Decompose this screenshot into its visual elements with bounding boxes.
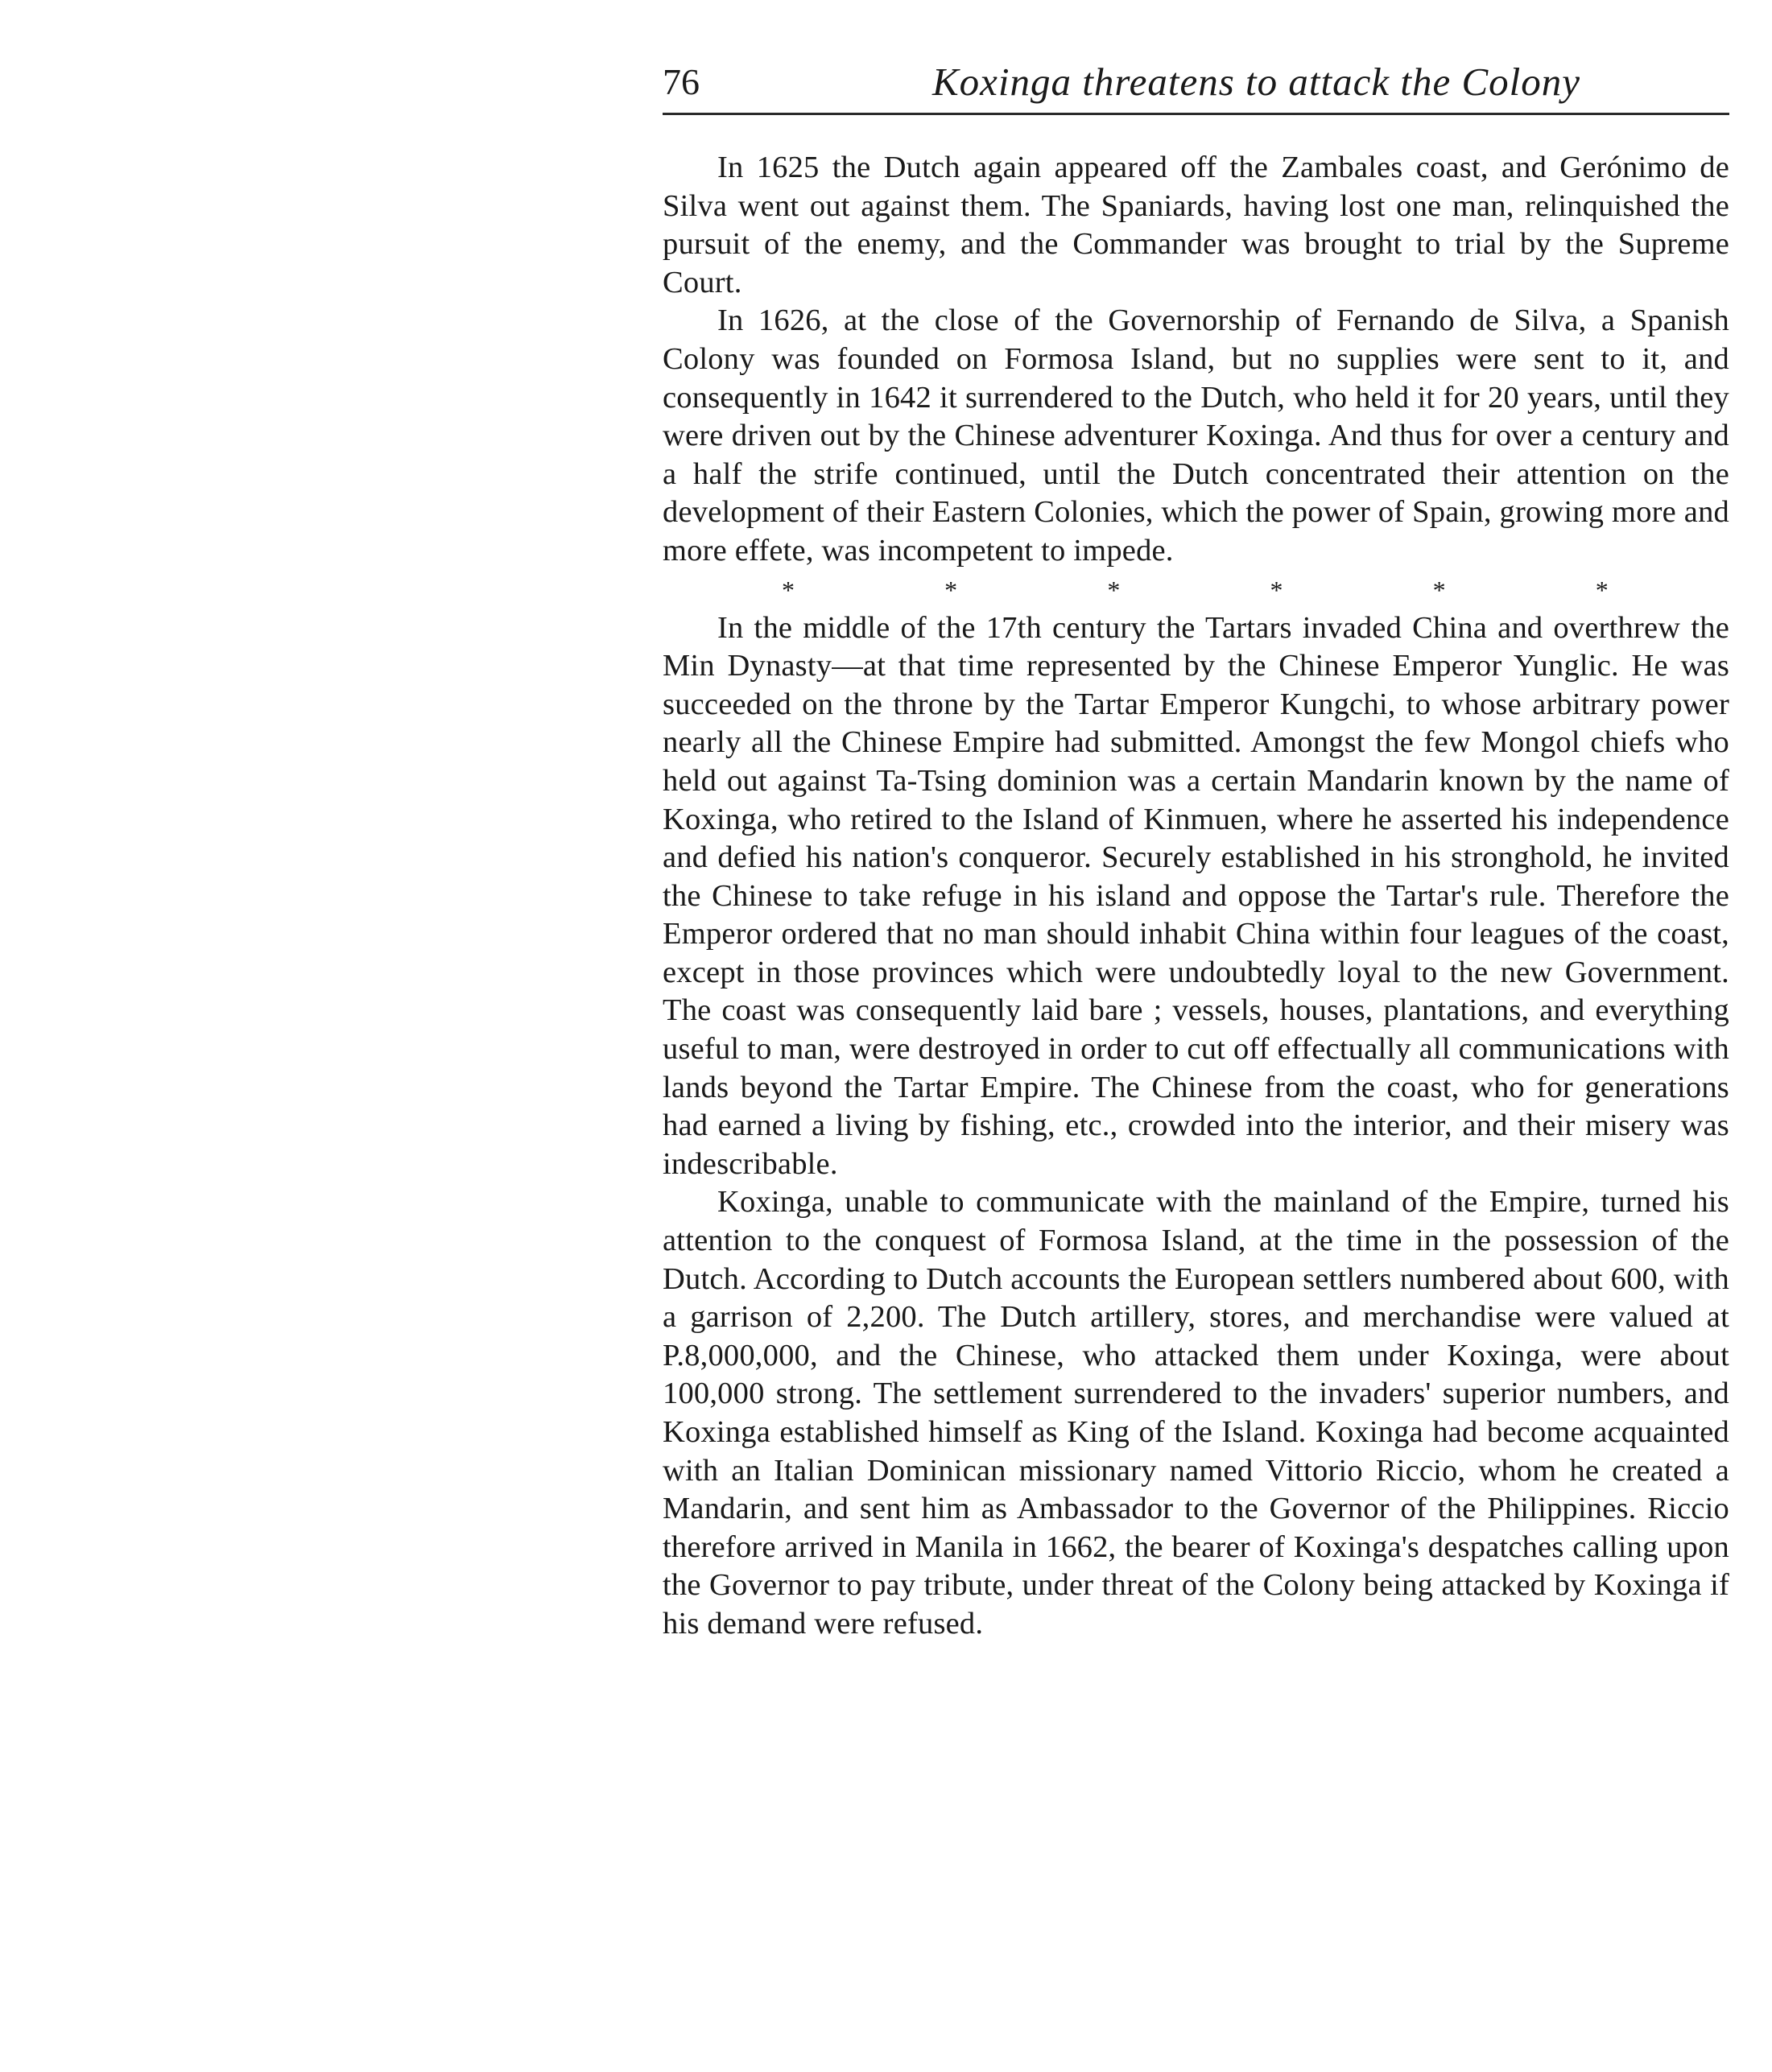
paragraph-2: In 1626, at the close of the Governorship of Fernando de Silva, a Spanish Colony was founded on Formosa Island, but no supplies were sent to it, and consequently in 1642 it surrendered to the Dutch, who held it for 20 years, until they were driven out by the Chinese adventurer Koxinga. And thus for over a century and a half the strife continued, until the Dutch concentrated their attention on the development of their Eastern Colonies, which the power of Spain, growing more and more effete, was incompetent to impede. [663,303,1729,568]
book-page [663,58,1729,1644]
asterisk: * [1595,575,1609,605]
page-number: 76 [663,61,700,102]
asterisk: * [782,575,795,605]
running-header [663,58,1729,115]
running-title: Koxinga threatens to attack the Colony [931,60,1581,104]
asterisk: * [1432,575,1446,605]
asterisk: * [1270,575,1283,605]
section-break [663,572,1729,608]
paragraph-4: Koxinga, unable to communicate with the mainland of the Empire, turned his attention to the conquest of Formosa Island, at the time in the possession of the Dutch. According to Dutch accounts the European settlers numbered about 600, with a garrison of 2,200. The Dutch artillery, stores, and merchandise were valued at P.8,000,000, and the Chinese, who attacked them under Koxinga, were about 100,000 strong. The settlement surrendered to the invaders' superior numbers, and Koxinga established himself as King of the Island. Koxinga had become acquainted with an Italian Dominican missionary named Vittorio Riccio, whom he created a Mandarin, and sent him as Ambassador to the Governor of the Philippines. Riccio therefore arrived in Manila in 1662, the bearer of Koxinga's despatches calling upon the Governor to pay tribute, under threat of the Colony being attacked by Koxinga if his demand were refused. [663,1185,1729,1641]
paragraph-3: In the middle of the 17th century the Tartars invaded China and overthrew the Min Dynasty—at that time represented by the Chinese Emperor Yunglic. He was succeeded on the throne by the Tartar Emperor Kungchi, to whose arbitrary power nearly all the Chinese Empire had submitted. Amongst the few Mongol chiefs who held out against Ta-Tsing dominion was a certain Mandarin known by the name of Koxinga, who retired to the Island of Kinmuen, where he asserted his independence and defied his nation's conqueror. Securely established in his stronghold, he invited the Chinese to take refuge in his island and oppose the Tartar's rule. Therefore the Emperor ordered that no man should inhabit China within four leagues of the coast, except in those provinces which were undoubtedly loyal to the new Government. The coast was consequently laid bare ; vessels, houses, plantations, and everything useful to man, were destroyed in order to cut off effectually all communications with lands beyond the Tartar Empire. The Chinese from the coast, who for generations had earned a living by fishing, etc., crowded into the interior, and their misery was indescribable. [663,610,1729,1181]
asterisk: * [944,575,958,605]
paragraph-1: In 1625 the Dutch again appeared off the Zambales coast, and Gerónimo de Silva went out against them. The Spaniards, having lost one man, relinquished the pursuit of the enemy, and the Commander was brought to trial by the Supreme Court. [663,151,1729,299]
asterisk: * [1107,575,1121,605]
body-text [663,149,1729,1644]
